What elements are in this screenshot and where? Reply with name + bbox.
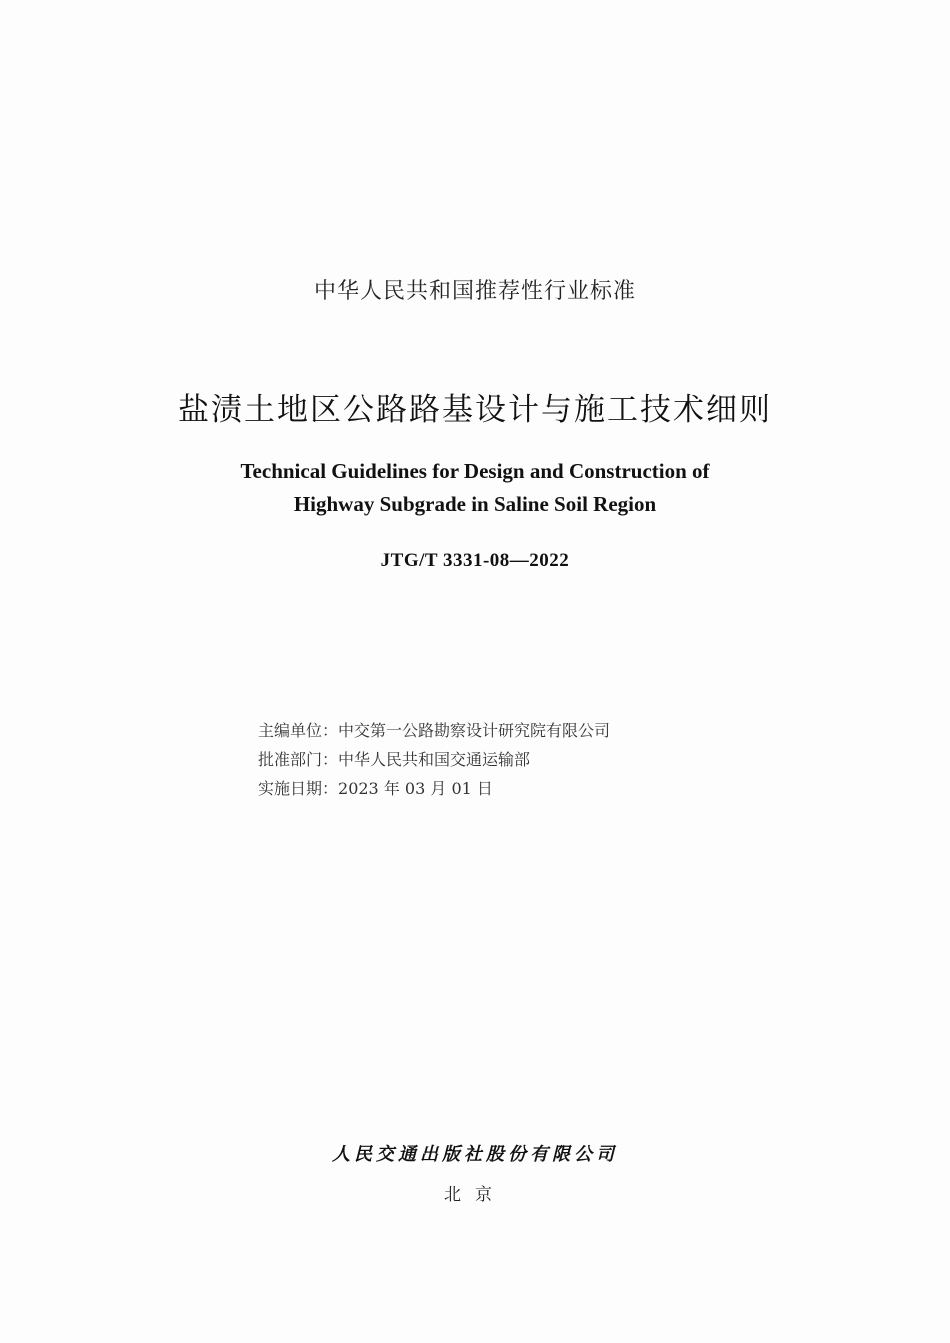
publication-info <box>258 716 610 803</box>
date-row <box>258 774 610 803</box>
date-label: 实施日期： <box>258 779 339 798</box>
document-title-chinese: 盐渍土地区公路路基设计与施工技术细则 <box>178 392 772 428</box>
publisher-name: 人民交通出版社股份有限公司 <box>332 1144 618 1165</box>
editor-label: 主编单位： <box>258 721 339 740</box>
document-title-english <box>0 455 950 521</box>
approver-row <box>258 745 610 774</box>
editor-row <box>258 716 610 745</box>
approver-label: 批准部门： <box>258 750 339 769</box>
publisher-city: 北京 <box>444 1185 506 1205</box>
approver-value: 中华人民共和国交通运输部 <box>338 750 531 769</box>
english-title-line-1: Technical Guidelines for Design and Construction of <box>240 459 710 483</box>
english-title-line-2: Highway Subgrade in Saline Soil Region <box>293 492 657 516</box>
standard-category: 中华人民共和国推荐性行业标准 <box>313 279 636 304</box>
standard-code: JTG/T 3331-08—2022 <box>380 550 570 571</box>
date-value: 2023 年 03 月 01 日 <box>338 779 493 798</box>
editor-value: 中交第一公路勘察设计研究院有限公司 <box>338 721 611 740</box>
